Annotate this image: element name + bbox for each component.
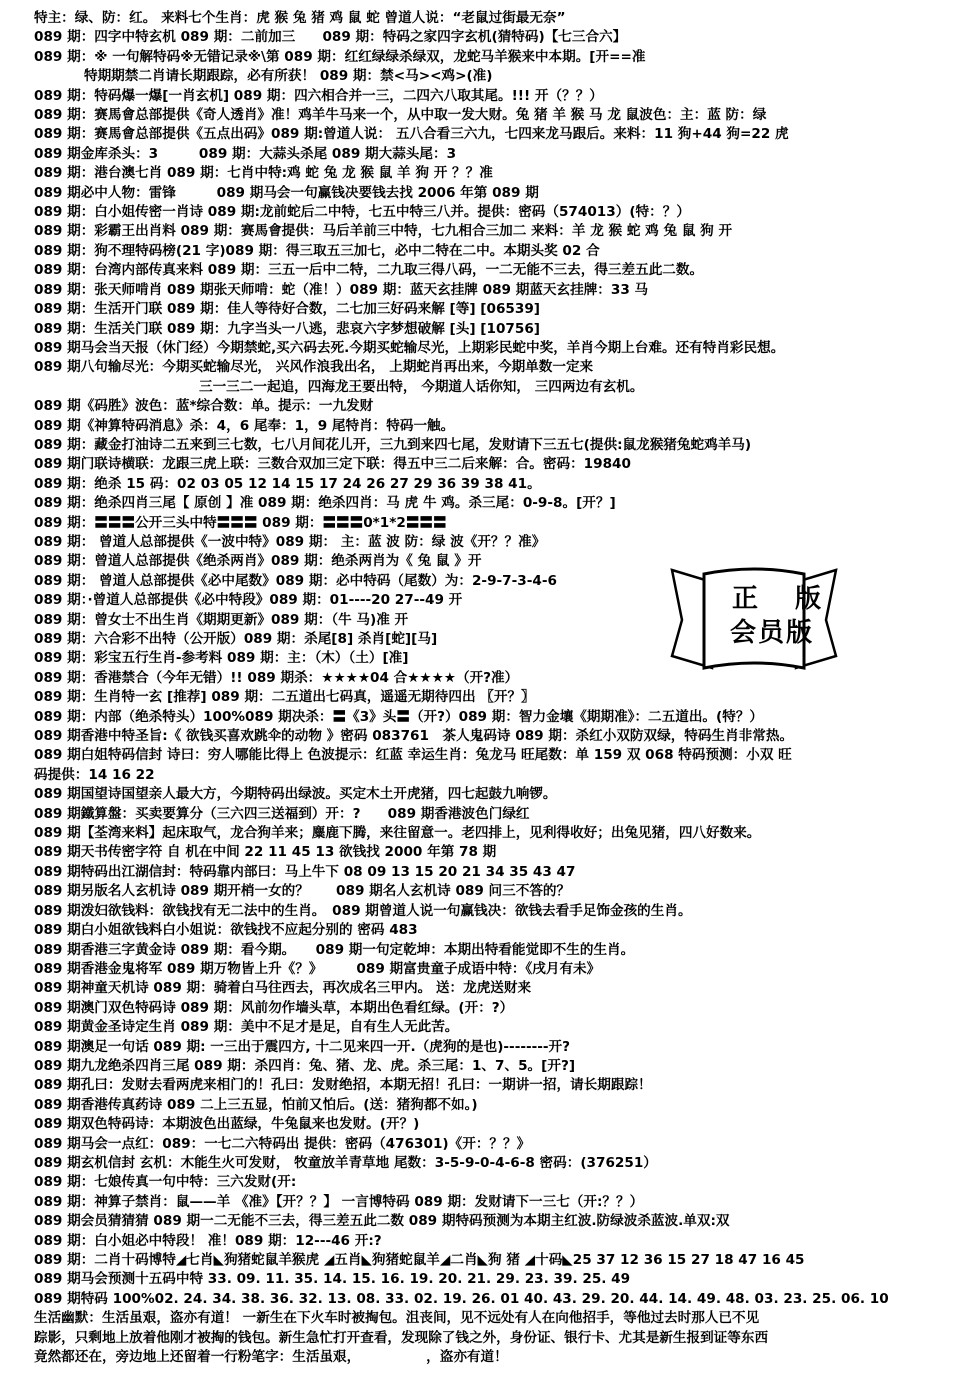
text-line: 089 期另版名人玄机诗 089 期开梢一女的？ 089 期名人玄机诗 089 问三不答的？ [34,883,571,900]
edition-badge [652,560,856,680]
text-line: 特主：绿、防：红。 来料七个生肖：虎 猴 兔 猪 鸡 鼠 蛇 曾道人说：“老鼠过街最无奈” [34,10,566,26]
text-line: 089 期：曾女士不出生肖《期期更新》089 期：（牛 马)准 开 [34,611,409,628]
text-line: 089 期白小姐欲钱料白小姐说：欲钱找不应起分别的 密码 483 [34,922,418,939]
text-line: 089 期泼妇欲钱料：欲钱找有无二法中的生肖。 089 期曾道人说一句赢钱决：欲钱去看手足饰金孩的生肖。 [34,902,692,919]
text-line: 089 期：张天师啃肖 089 期张天师啃：蛇（准！）089 期：蓝天玄挂牌 089 期蓝天玄挂牌：33 马 [34,281,649,298]
text-line: 089 期：白小姐必中特段！ 准！089 期：12---46 开:? [34,1232,382,1249]
text-line: 089 期香港传真药诗 089 二上三五显，怕前又怕后。(送：猪狗都不如。) [34,1096,478,1113]
text-line: 089 期特码出江湖信封：特码靠内部曰：马上牛下 08 09 13 15 20 21 34 35 43 47 [34,863,576,880]
text-line: 089 期：绝杀 15 码：02 03 05 12 14 15 17 24 26 27 29 36 39 38 41。 [34,475,541,492]
text-line: 089 期白姐特码信封 诗曰：穷人哪能比得上 色波提示：红蓝 幸运生肖：兔龙马 旺尾数：单 159 双 068 特码预测：小双 旺 [34,747,792,764]
text-line: 089 期双色特码诗：本期波色出蓝绿，牛兔鼠来也发财。(开？) [34,1116,420,1133]
text-line: 089 期：※ 一句解特码※无错记录※\第 089 期：红红绿绿杀绿双，龙蛇马羊猴来中本期。[开==准 [34,48,646,65]
badge-bottom-text: 会员版 [730,618,815,648]
text-lines [34,9,949,1367]
text-line: 089 期：内部（绝杀特头）100%089 期决杀：〓《3》头〓（开?）089 期：智力金壤《期期准》：二五道出。(特？） [34,708,764,725]
text-line: 089 期：六合彩不出特（公开版）089 期：杀尾[8] 杀肖[蛇][马] [34,631,438,647]
text-line: 码提供：14 16 22 [34,766,155,783]
text-line: 089 期天书传密字符 自 机在中间 22 11 45 13 欲钱找 2000 年第 78 期 [34,844,497,861]
text-line: 089 期澳足一句话 089 期: 一三出于震四方, 十二见来四一开.（虎狗的是也)--------开? [34,1038,571,1055]
text-line: 089 期必中人物：雷锋 089 期马会一句赢钱决要钱去找 2006 年第 089 期 [34,184,539,201]
text-line: 089 期： 曾道人总部提供《一波中特》089 期： 主：蓝 波 防：绿 波《开？？准》 [34,533,546,550]
text-line: 089 期马会预测十五码中特 33. 09. 11. 35. 14. 15. 16. 19. 20. 21. 29. 23. 39. 25. 49 [34,1271,631,1288]
text-line: 089 期：生肖特一玄 [推荐] 089 期：二五道出七码真，遥遥无期待四出 〖开？〗 [34,689,535,706]
text-line: 089 期黄金圣诗定生肖 089 期：美中不足才是足，自有生人无此苦。 [34,1019,459,1036]
text-line: 089 期：台湾内部传真来料 089 期：三五一后中二特，二九取三得八码，一二无能不三去，得三差五此二数。 [34,262,704,279]
text-line: 089 期：〓〓〓公开三头中特〓〓〓 089 期：〓〓〓0*1*2〓〓〓 [34,514,447,531]
text-line: 089 期：绝杀四肖三尾【 原创 】准 089 期：绝杀四肖：马 虎 牛 鸡。杀三尾：0-9-8。[开？] [34,495,616,512]
text-line: 089 期：·曾道人总部提供《必中特段》089 期：01----20 27--49 开 [34,592,463,609]
text-line: 089 期特码 100%02. 24. 34. 38. 36. 32. 13. 08. 33. 02. 19. 26. 01 40. 43. 29. 20. 44. 14. 49. 48. 03. 23. 25. 06. 10 [34,1290,889,1307]
text-line: 089 期香港三字黄金诗 089 期：看今期。 089 期一句定乾坤：本期出特看能觉即不生的生肖。 [34,941,635,958]
text-line: 089 期：赛馬會总部提供《五点出码》089 期:曾道人说： 五八合看三六九，七四来龙马跟后。来料：11 狗+44 狗=22 虎 [34,126,789,143]
text-line: 089 期：藏金打油诗二五来到三七数，七八月间花儿开，三九到来四七尾，发财请下三五七(提供:鼠龙猴猪兔蛇鸡羊马) [34,436,752,453]
text-line: 089 期会员猜猜猜 089 期一二无能不三去，得三差五此二数 089 期特码预测为本期主红波.防绿波杀蓝波.单双:双 [34,1213,730,1230]
text-line: 089 期鐵算盤：买卖要算分（三六四三送福到）开：? 089 期香港波色门绿红 [34,805,530,822]
text-line: 089 期：特码爆一爆[一肖玄机] 089 期：四六相合并一三，二四六八取其尾。!!! 开（？？） [34,87,603,104]
text-line: 089 期九龙绝杀四肖三尾 089 期：杀四肖：兔、猪、龙、虎。杀三尾：1、7、5。[开?] [34,1057,576,1074]
text-line: 089 期：狗不理特码榜(21 字)089 期：得三取五三加七，必中二特在二中。本期头奖 02 合 [34,242,600,259]
text-line: 089 期：生活开门联 089 期：佳人等待好合数，二七加三好码来解 [等] [06539] [34,301,540,318]
text-line: 089 期八句输尽光：今期买蛇输尽光， 兴风作浪我出名， 上期蛇肖再出来，今期单数一定来 [34,359,594,376]
text-line: 三一三二一起追，四海龙王要出特， 今期道人话你知， 三四两边有玄机。 [199,378,644,395]
text-line: 089 期：二肖十码博特◢七肖◣狗猪蛇鼠羊猴虎 ◢五肖◣狗猪蛇鼠羊◢二肖◣狗 猪 ◢十码◣25 37 12 36 15 27 18 47 16 45 [34,1252,805,1268]
text-line: 特期期禁二肖请长期跟踪，必有所获！ 089 期：禁<马><鸡>(准) [84,68,493,85]
text-line: 089 期：赛馬會总部提供《奇人透肖》准！鸡羊牛马来一个，从中取一发大财。兔 猪 羊 猴 马 龙 鼠波色：主：蓝 防：绿 [34,107,767,124]
text-line: 089 期马会一点红：089：一七二六特码出 提供：密码（476301)《开：？？》 [34,1135,531,1152]
text-line: 竟然都还在，旁边地上还留着一行粉笔字：生活虽艰， ，盗亦有道！ [34,1349,508,1366]
text-line: 089 期神童天机诗 089 期：骑着白马往西去，再次成名三甲内。 送：龙虎送财来 [34,980,532,997]
text-line: 089 期玄机信封 玄机：木能生火可发财， 牧童放羊青草地 尾数：3-5-9-0-4-6-8 密码：(376251） [34,1154,657,1171]
text-line: 089 期澳门双色特码诗 089 期：风前勿作墙头草，本期出色看红绿。(开：?） [34,999,514,1016]
text-line: 089 期门联诗横联：龙跟三虎上联：三数合双加三定下联：得五中三二后来解：合。密码：19840 [34,456,631,473]
text-line: 089 期：彩霸王出肖料 089 期：赛馬會提供：马后羊前三中特，七九相合三加二 来料：羊 龙 猴 蛇 鸡 兔 鼠 狗 开 [34,223,733,240]
text-line: 089 期香港中特圣旨:《 欲钱买喜欢跳伞的动物 》密码 083761 茶人鬼码诗 089 期：杀红小双防双绿，特码生肖非常热。 [34,728,794,745]
text-line: 089 期：港台澳七肖 089 期：七肖中特:鸡 蛇 兔 龙 猴 鼠 羊 狗 开 ？？准 [34,165,493,182]
text-line: 089 期《码胜》波色：蓝*综合数：单。提示：一九发财 [34,398,374,415]
text-line: 089 期：香港禁合（今年无错）!! 089 期杀：★★★★04 合★★★★（开?准） [34,669,519,686]
text-line: 089 期：彩宝五行生肖-参考料 089 期：主：（木）（土）[准] [34,650,409,667]
text-line: 089 期马会当天报（休门经）今期禁蛇,买六码去死.今期买蛇输尽光，上期彩民蛇中奖，羊肖今期上台难。还有特肖彩民想。 [34,339,785,356]
text-line: 089 期国望诗国望亲人最大方，今期特码出绿波。买定木土开虎猪，四七起鼓九响锣。 [34,786,557,803]
text-line: 089 期金库杀头：3 089 期：大蒜头杀尾 089 期大蒜头尾：3 [34,145,457,162]
text-line: 生活幽默：生活虽艰，盗亦有道！ 一新生在下火车时被掏包。沮丧间，见不远处有人在向他招手，等他过去时那人已不见 [34,1310,760,1327]
text-line: 089 期【荃湾来料】起床取气，龙合狗羊来；麋鹿下腾，来往留意一。老四排上，见利得收好；出兔见猪，四八好数来。 [34,825,761,842]
text-line: 089 期：神算子禁肖：鼠——羊 《准》【开？？】 一言博特码 089 期：发财请下一三七（开:？？） [34,1193,644,1210]
text-line: 089 期：四字中特玄机 089 期：二前加三 089 期：特码之家四字玄机(猜特码)【七三合六】 [34,29,627,46]
text-line: 089 期：生活关门联 089 期：九字当头一八逃，悲哀六字梦想破解 [头] [10756] [34,320,540,337]
text-line: 089 期孔曰：发财去看两虎来相门的！孔曰：发财绝招，本期无招！孔曰：一期讲一招，请长期跟踪！ [34,1077,652,1094]
text-line: 089 期：曾道人总部提供《绝杀两肖》089 期：绝杀两肖为《 兔 鼠 》开 [34,553,482,570]
text-line: 089 期： 曾道人总部提供《必中尾数》089 期：必中特码（尾数）为：2-9-7-3-4-6 [34,572,557,589]
text-line: 089 期：白小姐传密一肖诗 089 期:龙前蛇后二中特，七五中特三八并。提供：密码（574013）(特：？） [34,204,690,221]
text-line: 089 期《神算特码消息》杀：4，6 尾奉：1，9 尾特肖：特码一触。 [34,417,455,434]
text-line: 踪影，只剩地上放着他刚才被掏的钱包。新生急忙打开查看，发现除了钱之外，身份证、银行卡、尤其是新生报到证等东西 [34,1329,769,1346]
badge-top-text: 正 版 [732,584,836,614]
text-line: 089 期香港金鬼将军 089 期万物皆上升《？》 089 期富贵童子成语中特：《戌月有未》 [34,960,601,977]
text-line: 089 期：七娘传真一句中特：三六发财(开: [34,1174,297,1191]
